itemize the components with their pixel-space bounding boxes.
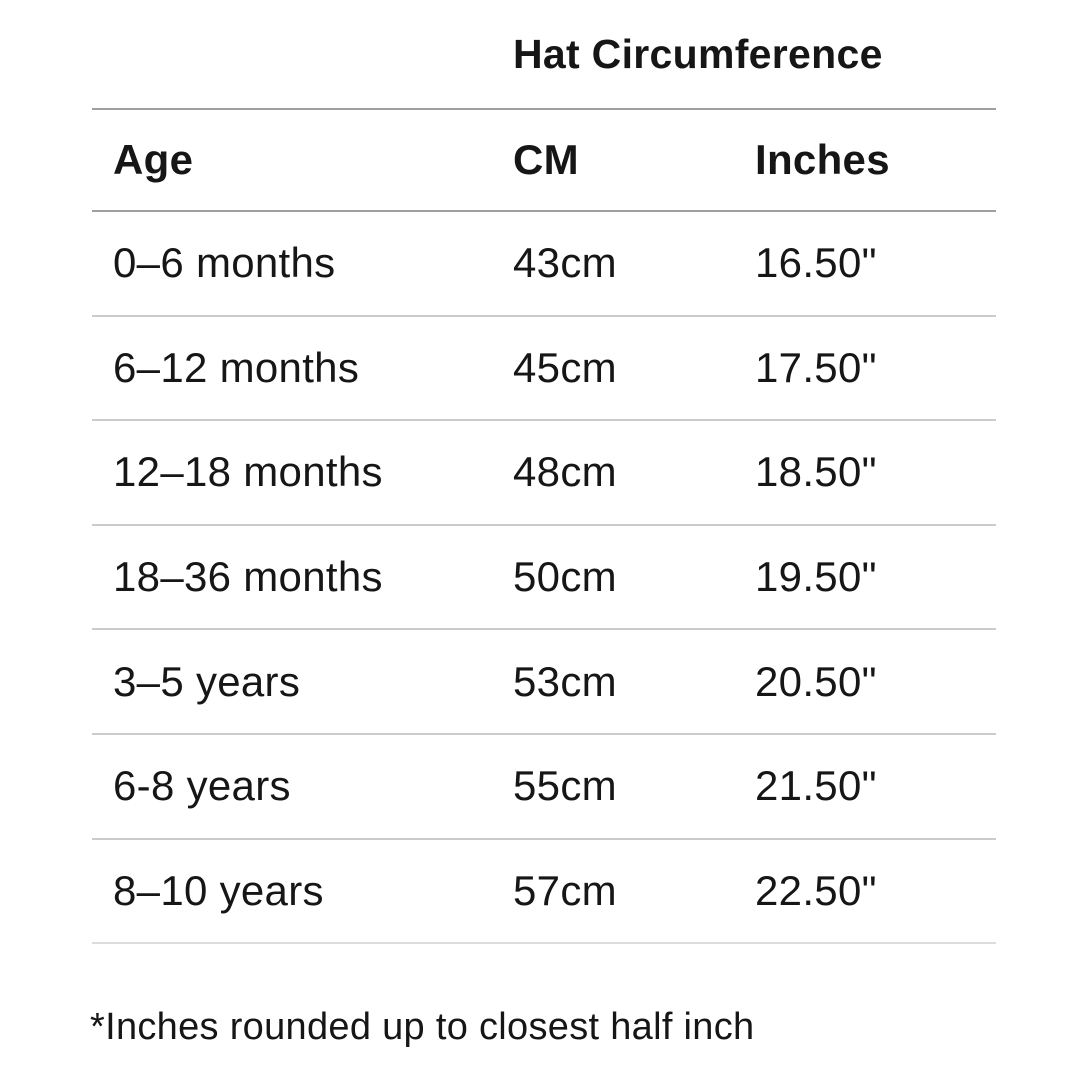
cm-cell: 55cm	[513, 762, 617, 810]
table-row	[92, 526, 996, 631]
column-header-row	[92, 110, 996, 212]
column-header-inches: Inches	[755, 136, 890, 183]
table-row	[92, 630, 996, 735]
age-cell: 8–10 years	[113, 866, 324, 914]
table-title-row	[92, 0, 996, 110]
cm-cell: 57cm	[513, 866, 617, 914]
age-cell: 0–6 months	[113, 239, 336, 287]
column-header-age: Age	[113, 136, 194, 183]
age-cell: 12–18 months	[113, 448, 383, 496]
inches-cell: 17.50"	[755, 343, 877, 391]
table-row	[92, 840, 996, 945]
inches-cell: 22.50"	[755, 866, 877, 914]
table-row	[92, 421, 996, 526]
age-cell: 6-8 years	[113, 762, 291, 810]
cm-cell: 48cm	[513, 448, 617, 496]
inches-cell: 18.50"	[755, 448, 877, 496]
inches-cell: 19.50"	[755, 553, 877, 601]
table-row	[92, 735, 996, 840]
age-cell: 18–36 months	[113, 553, 383, 601]
inches-cell: 16.50"	[755, 239, 877, 287]
cm-cell: 50cm	[513, 553, 617, 601]
table-row	[92, 212, 996, 317]
cm-cell: 43cm	[513, 239, 617, 287]
footnote: *Inches rounded up to closest half inch	[90, 1006, 755, 1048]
cm-cell: 45cm	[513, 343, 617, 391]
table-title: Hat Circumference	[513, 30, 883, 77]
hat-size-table	[92, 0, 996, 944]
column-header-cm: CM	[513, 136, 579, 183]
table-row	[92, 317, 996, 422]
age-cell: 6–12 months	[113, 343, 360, 391]
cm-cell: 53cm	[513, 657, 617, 705]
age-cell: 3–5 years	[113, 657, 301, 705]
inches-cell: 21.50"	[755, 762, 877, 810]
inches-cell: 20.50"	[755, 657, 877, 705]
